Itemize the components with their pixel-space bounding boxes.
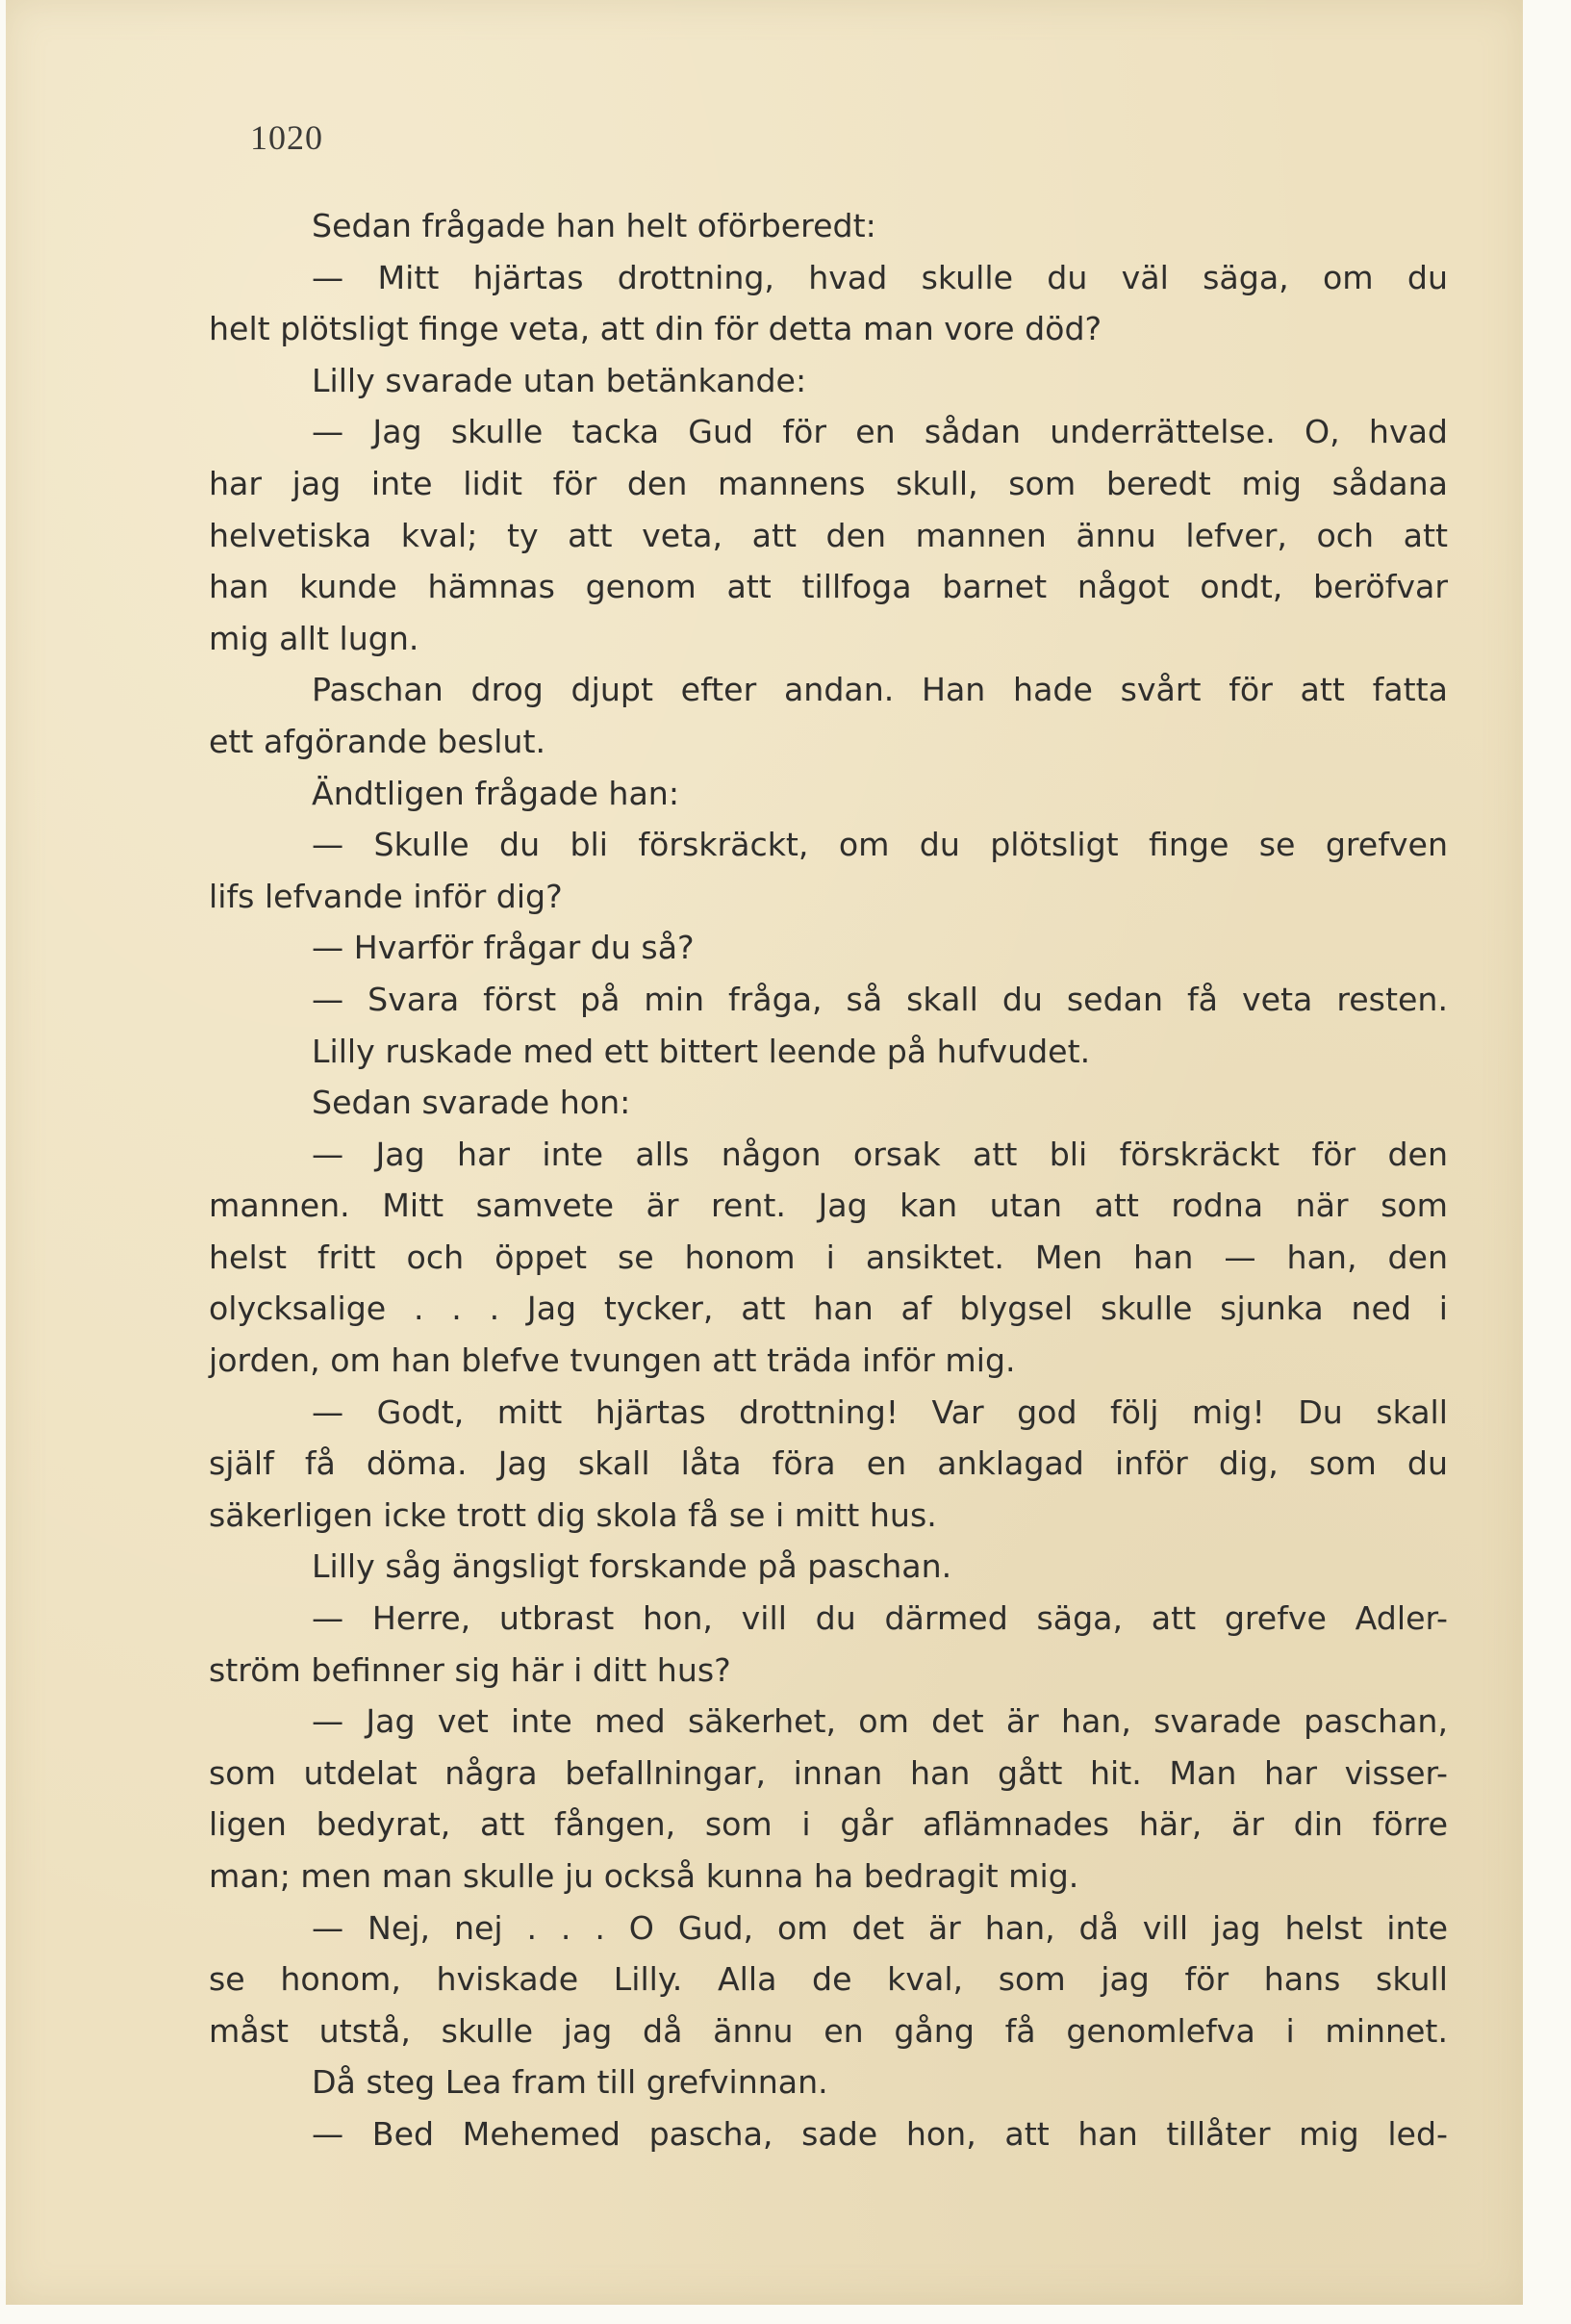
text-line: ström befinner sig här i ditt hus?: [209, 1650, 731, 1689]
text-line: ett afgörande beslut.: [209, 722, 546, 760]
text-line: Lilly ruskade med ett bittert leende på hufvudet.: [312, 1032, 1091, 1070]
text-line: mannen. Mitt samvete är rent. Jag kan utan att rodna när som: [209, 1187, 1448, 1225]
text-line: Sedan svarade hon:: [312, 1084, 631, 1122]
text-line: man; men man skulle ju också kunna ha bedragit mig.: [209, 1857, 1079, 1895]
text-line: helt plötsligt finge veta, att din för detta man vore död?: [209, 310, 1102, 348]
text-line: helvetiska kval; ty att veta, att den mannen ännu lefver, och att: [209, 516, 1448, 554]
text-line: — Jag skulle tacka Gud för en sådan underrättelse. O, hvad: [312, 413, 1448, 451]
text-line: — Bed Mehemed pascha, sade hon, att han tillåter mig led-: [312, 2114, 1448, 2153]
text-line: — Jag vet inte med säkerhet, om det är han, svarade paschan,: [312, 1702, 1448, 1741]
text-line: lifs lefvande inför dig?: [209, 877, 563, 915]
book-page: [6, 0, 1523, 2305]
text-line: — Herre, utbrast hon, vill du därmed säga, att grefve Adler-: [312, 1599, 1448, 1638]
text-line: — Godt, mitt hjärtas drottning! Var god följ mig! Du skall: [312, 1392, 1448, 1431]
text-line: se honom, hviskade Lilly. Alla de kval, som jag för hans skull: [209, 1960, 1448, 1999]
text-line: Lilly såg ängsligt forskande på paschan.: [312, 1547, 952, 1586]
text-line: säkerligen icke trott dig skola få se i mitt hus.: [209, 1495, 937, 1534]
text-line: — Jag har inte alls någon orsak att bli förskräckt för den: [312, 1135, 1448, 1173]
text-line: Sedan frågade han helt oförberedt:: [312, 207, 876, 244]
body-text: [209, 200, 1448, 2160]
text-line: som utdelat några befallningar, innan han gått hit. Man har visser-: [209, 1753, 1448, 1792]
text-line: Paschan drog djupt efter andan. Han hade svårt för att fatta: [312, 671, 1448, 709]
text-line: olycksalige . . . Jag tycker, att han af blygsel skulle sjunka ned i: [209, 1290, 1448, 1328]
text-line: — Mitt hjärtas drottning, hvad skulle du väl säga, om du: [312, 258, 1448, 296]
text-line: — Skulle du bli förskräckt, om du plötsligt finge se grefven: [312, 826, 1448, 864]
text-line: — Hvarför frågar du så?: [312, 929, 695, 967]
text-line: helst fritt och öppet se honom i ansiktet. Men han — han, den: [209, 1238, 1448, 1276]
text-line: måst utstå, skulle jag då ännu en gång få genomlefva i minnet.: [209, 2011, 1448, 2050]
text-line: han kunde hämnas genom att tillfoga barnet något ondt, beröfvar: [209, 568, 1448, 606]
page-number: 1020: [250, 118, 323, 157]
text-line: Lilly svarade utan betänkande:: [312, 361, 807, 399]
text-line: ligen bedyrat, att fången, som i går aflämnades här, är din förre: [209, 1805, 1448, 1844]
text-line: Ändtligen frågade han:: [312, 774, 680, 812]
text-line: — Nej, nej . . . O Gud, om det är han, då vill jag helst inte: [312, 1908, 1448, 1947]
text-line: — Svara först på min fråga, så skall du sedan få veta resten.: [312, 980, 1448, 1018]
text-line: själf få döma. Jag skall låta föra en anklagad inför dig, som du: [209, 1444, 1448, 1483]
text-line: jorden, om han blefve tvungen att träda inför mig.: [209, 1341, 1016, 1380]
text-line: Då steg Lea fram till grefvinnan.: [312, 2063, 828, 2102]
text-line: har jag inte lidit för den mannens skull, som beredt mig sådana: [209, 464, 1448, 502]
text-line: mig allt lugn.: [209, 619, 419, 657]
